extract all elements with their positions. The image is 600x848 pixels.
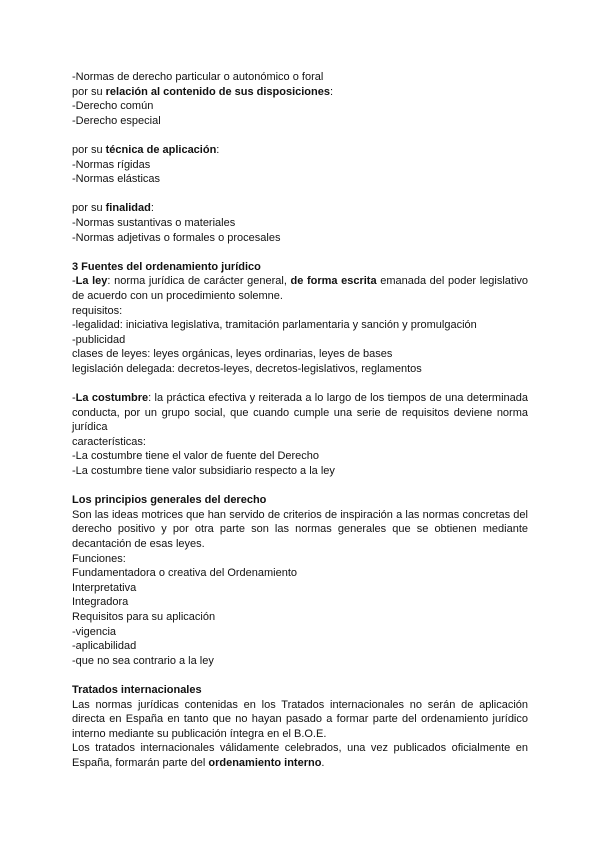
bold-term: ordenamiento interno xyxy=(208,756,322,769)
heading-text: 3 Fuentes del ordenamiento jurídico xyxy=(72,260,261,273)
paragraph-text: Los tratados internacionales válidamente celebrados, una vez publicados oficialmente en España, formarán parte del xyxy=(72,742,528,769)
tratados-paragraph-2 xyxy=(72,741,528,770)
list-item: -Derecho común xyxy=(72,100,154,113)
label-suffix: : xyxy=(216,143,220,156)
text-line: Requisitos para su aplicación xyxy=(72,610,216,623)
text-line: legislación delegada: decretos-leyes, decretos-legislativos, reglamentos xyxy=(72,362,422,375)
dash: - xyxy=(72,275,76,288)
list-item: -Normas rígidas xyxy=(72,158,151,171)
text-line: requisitos: xyxy=(72,304,123,317)
text-line: Funciones: xyxy=(72,552,126,565)
text-line: -publicidad xyxy=(72,333,126,346)
label-suffix: : xyxy=(150,202,154,215)
paragraph-text: : la práctica efectiva y reiterada a lo largo de los tiempos de una determinada conducta, por un grupo social, que cuando cumple una serie de requisitos deviene norma jurídica xyxy=(72,392,528,434)
text-line: -que no sea contrario a la ley xyxy=(72,654,214,667)
tratados-paragraph-1: Las normas jurídicas contenidas en los Tratados internacionales no serán de aplicación directa en España en tanto que no hayan pasado a formar parte del ordenamiento jurídico interno mediante su publicación íntegra en el B.O.E. xyxy=(72,698,528,740)
paragraph-text: : norma jurídica de carácter general, xyxy=(107,275,291,288)
bold-term: La ley xyxy=(75,275,108,288)
list-item: -Normas adjetivas o formales o procesales xyxy=(72,231,281,244)
text-line-foral: -Normas de derecho particular o autonómico o foral xyxy=(72,71,324,83)
bold-term: finalidad xyxy=(105,202,151,215)
paragraph-text: emanada del poder legislativo de acuerdo con un procedimiento solemne. xyxy=(72,275,529,302)
classification-tecnica xyxy=(72,143,528,158)
bold-term: de forma escrita xyxy=(290,275,377,288)
label-suffix: : xyxy=(329,85,334,98)
list-item: -Normas elásticas xyxy=(72,173,161,186)
document-page xyxy=(72,70,528,771)
paragraph-text: . xyxy=(321,756,325,769)
bold-term: técnica de aplicación xyxy=(105,143,217,156)
text-line: -legalidad: iniciativa legislativa, tramitación parlamentaria y sanción y promulgación xyxy=(72,319,477,332)
text-line: características: xyxy=(72,435,146,448)
costumbre-paragraph xyxy=(72,391,528,435)
principios-paragraph: Son las ideas motrices que han servido de criterios de inspiración a las normas concretas del derecho positivo y por otra parte son las normas generales que se obtienen mediante decantación de esas leyes. xyxy=(72,508,528,550)
text-line: Integradora xyxy=(72,596,129,609)
classification-contenido xyxy=(72,85,528,100)
heading-text: Tratados internacionales xyxy=(72,683,202,696)
label-prefix: por su xyxy=(72,143,106,156)
text-line: clases de leyes: leyes orgánicas, leyes ordinarias, leyes de bases xyxy=(72,348,393,361)
text-line: -vigencia xyxy=(72,625,117,638)
text-line: -aplicabilidad xyxy=(72,640,137,653)
list-item: -Derecho especial xyxy=(72,114,161,127)
text-line: -La costumbre tiene el valor de fuente del Derecho xyxy=(72,450,320,463)
text-line: Interpretativa xyxy=(72,581,137,594)
text-line: Fundamentadora o creativa del Ordenamiento xyxy=(72,567,298,580)
section-heading-principios xyxy=(72,493,528,508)
label-prefix: por su xyxy=(72,85,106,98)
section-heading-tratados xyxy=(72,683,528,698)
text-line: -La costumbre tiene valor subsidiario respecto a la ley xyxy=(72,465,335,478)
classification-finalidad xyxy=(72,201,528,216)
bold-term: relación al contenido de sus disposiciones xyxy=(105,85,330,98)
ley-paragraph xyxy=(72,274,528,303)
label-prefix: por su xyxy=(72,202,106,215)
list-item: -Normas sustantivas o materiales xyxy=(72,216,236,229)
section-heading-fuentes xyxy=(72,260,528,275)
dash: - xyxy=(72,392,76,405)
bold-term: La costumbre xyxy=(75,392,149,405)
heading-text: Los principios generales del derecho xyxy=(72,494,267,507)
